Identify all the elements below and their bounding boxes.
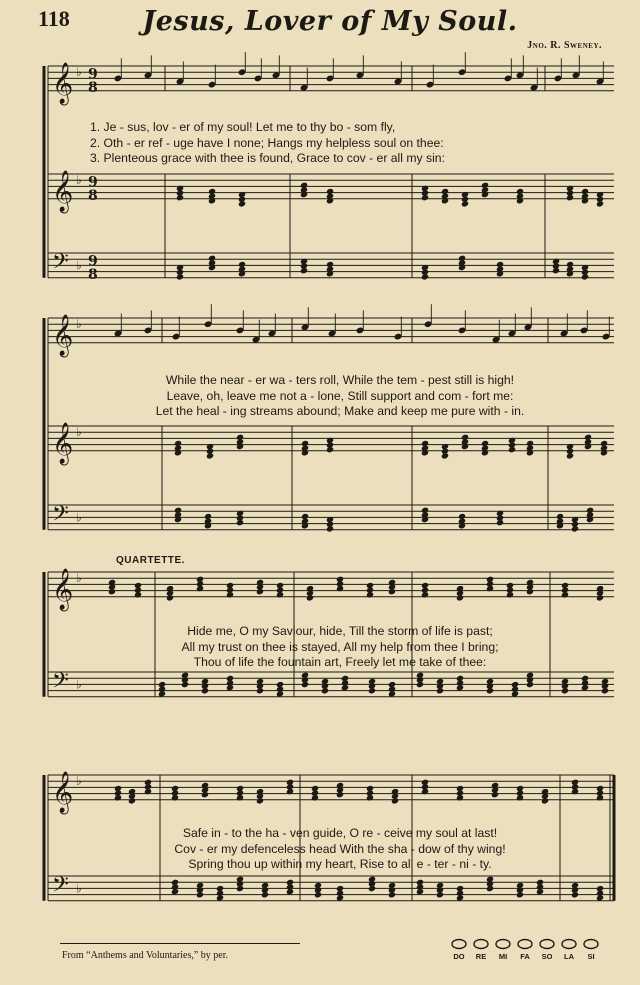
time-signature-numerator: 9 <box>88 174 98 191</box>
chord-note-head <box>391 797 399 804</box>
chord-note-head <box>486 885 494 892</box>
flat-icon: ♭ <box>76 510 82 525</box>
shape-note-icon <box>584 940 598 949</box>
chord-note-head <box>421 273 429 280</box>
time-signature-numerator: 9 <box>88 66 98 83</box>
solfege-so: SO <box>541 952 553 961</box>
chord-note-head <box>196 585 204 592</box>
chord-note-head <box>584 443 592 450</box>
lyric-line: All my trust on thee is stayed, All my help from thee I bring; <box>181 639 499 654</box>
chord-note-head <box>421 194 429 201</box>
chord-note-head <box>456 594 464 601</box>
chord-note-head <box>552 267 560 274</box>
page-number: 118 <box>38 6 70 31</box>
chord-note-head <box>366 591 374 598</box>
chord-note-head <box>226 591 234 598</box>
shape-note-icon <box>496 940 510 949</box>
chord-note-head <box>601 687 609 694</box>
lyrics-system-4 <box>80 826 600 873</box>
lyric-line: Spring thou up within my heart, Rise to all e - ter - ni - ty. <box>188 857 492 871</box>
footer-rule <box>60 943 300 944</box>
chord-note-head <box>526 449 534 456</box>
lyric-line: Hide me, O my Saviour, hide, Till the storm of life is past; <box>187 624 493 638</box>
chord-note-head <box>256 588 264 595</box>
chord-note-head <box>144 788 152 795</box>
time-signature-denominator: 8 <box>88 79 98 96</box>
bass-clef-icon: 𝄢 <box>52 872 69 903</box>
chord-note-head <box>171 794 179 801</box>
flat-icon: ♭ <box>76 677 82 692</box>
chord-note-head <box>236 885 244 892</box>
lyric-line: 2. Oth - er ref - uge have I none; Hangs my helpless soul on thee: <box>90 135 444 150</box>
flat-icon: ♭ <box>76 425 82 440</box>
chord-note-head <box>366 794 374 801</box>
chord-note-head <box>461 443 469 450</box>
solfege-fa: FA <box>520 952 530 961</box>
chord-note-head <box>314 891 322 898</box>
chord-note-head <box>311 794 319 801</box>
chord-note-head <box>526 588 534 595</box>
chord-note-head <box>301 449 309 456</box>
chord-note-head <box>176 273 184 280</box>
flat-icon: ♭ <box>76 65 82 80</box>
chord-note-head <box>581 197 589 204</box>
lyric-line: Thou of life the fountain art, Freely let me take of thee: <box>193 655 487 669</box>
chord-note-head <box>486 687 494 694</box>
chord-note-head <box>541 797 549 804</box>
chord-note-head <box>300 267 308 274</box>
lyrics-system-2 <box>80 373 600 420</box>
chord-note-head <box>416 681 424 688</box>
chord-note-head <box>486 585 494 592</box>
chord-note-head <box>508 446 516 453</box>
chord-note-head <box>581 273 589 280</box>
chord-note-head <box>336 791 344 798</box>
chord-note-head <box>421 449 429 456</box>
chord-note-head <box>256 687 264 694</box>
chord-note-head <box>491 791 499 798</box>
shape-note-icon <box>452 940 466 949</box>
chord-note-head <box>421 788 429 795</box>
chord-note-head <box>368 885 376 892</box>
chord-note-head <box>201 687 209 694</box>
chord-note-head <box>516 794 524 801</box>
chord-note-head <box>481 449 489 456</box>
chord-note-head <box>336 585 344 592</box>
chord-note-head <box>276 591 284 598</box>
chord-note-head <box>561 687 569 694</box>
treble-clef-icon: 𝄞 <box>52 170 74 212</box>
composer-credit: Jno. R. Sweney. <box>527 40 602 51</box>
solfege-si: SI <box>587 952 595 961</box>
chord-note-head <box>236 443 244 450</box>
chord-note-head <box>566 194 574 201</box>
shape-note-icon <box>518 940 532 949</box>
chord-note-head <box>114 794 122 801</box>
chord-note-head <box>596 200 604 207</box>
time-signature-numerator: 9 <box>88 253 98 270</box>
quartette-label: QUARTETTE. <box>116 555 185 566</box>
flat-icon: ♭ <box>76 258 82 273</box>
chord-note-head <box>436 687 444 694</box>
chord-note-head <box>128 797 136 804</box>
chord-note-head <box>306 594 314 601</box>
footer-credit: From “Anthems and Voluntaries,” by per. <box>62 950 228 961</box>
chord-note-head <box>196 891 204 898</box>
treble-clef-icon: 𝄞 <box>52 314 74 356</box>
lyric-line: 1. Je - sus, lov - er of my soul! Let me to thy bo - som fly, <box>90 120 396 134</box>
lyrics-system-3 <box>80 624 600 671</box>
shape-note-icon <box>540 940 554 949</box>
chord-note-head <box>261 891 269 898</box>
chord-note-head <box>208 197 216 204</box>
treble-clef-icon: 𝄞 <box>52 771 74 813</box>
shape-note-icons <box>448 936 608 952</box>
flat-icon: ♭ <box>76 881 82 896</box>
chord-note-head <box>526 681 534 688</box>
chord-note-head <box>596 594 604 601</box>
chord-note-head <box>300 191 308 198</box>
chord-note-head <box>506 591 514 598</box>
time-signature-denominator: 8 <box>88 187 98 204</box>
chord-note-head <box>321 687 329 694</box>
solfege-la: LA <box>564 952 574 961</box>
solfege-mi: MI <box>498 952 508 961</box>
treble-clef-icon: 𝄞 <box>52 422 74 464</box>
chord-note-head <box>174 449 182 456</box>
chord-note-head <box>496 519 504 526</box>
chord-note-head <box>368 687 376 694</box>
treble-clef-icon: 𝄞 <box>52 568 74 610</box>
shape-note-icon <box>562 940 576 949</box>
chord-note-head <box>388 891 396 898</box>
chord-note-head <box>301 681 309 688</box>
chord-note-head <box>516 891 524 898</box>
bass-clef-icon: 𝄢 <box>52 501 69 532</box>
time-signature-denominator: 8 <box>88 266 98 283</box>
lyric-line: While the near - er wa - ters roll, While the tem - pest still is high! <box>165 373 515 387</box>
chord-note-head <box>206 452 214 459</box>
chord-note-head <box>461 200 469 207</box>
chord-note-head <box>566 452 574 459</box>
chord-note-head <box>326 525 334 532</box>
chord-note-head <box>456 794 464 801</box>
chord-note-head <box>181 681 189 688</box>
bass-clef-icon: 𝄢 <box>52 249 69 280</box>
chord-note-head <box>286 788 294 795</box>
lyric-line: Cov - er my defenceless head With the sha - dow of thy wing! <box>174 841 506 856</box>
bass-clef-icon: 𝄢 <box>52 668 69 699</box>
chord-note-head <box>571 525 579 532</box>
lyric-line: 3. Plenteous grace with thee is found, Grace to cov - er all my sin: <box>90 151 445 165</box>
chord-note-head <box>571 788 579 795</box>
lyric-line: Leave, oh, leave me not a - lone, Still support and com - fort me: <box>166 388 514 403</box>
flat-icon: ♭ <box>76 774 82 789</box>
flat-icon: ♭ <box>76 317 82 332</box>
chord-note-head <box>436 891 444 898</box>
chord-note-head <box>108 588 116 595</box>
solfege-re: RE <box>475 952 487 961</box>
chord-note-head <box>600 449 608 456</box>
chord-note-head <box>516 197 524 204</box>
chord-note-head <box>388 588 396 595</box>
treble-clef-icon: 𝄞 <box>52 62 74 104</box>
lyric-line: Let the heal - ing streams abound; Make and keep me pure with - in. <box>155 404 525 418</box>
chord-note-head <box>326 197 334 204</box>
flat-icon: ♭ <box>76 571 82 586</box>
chord-note-head <box>134 591 142 598</box>
lyrics-system-1 <box>90 120 610 167</box>
chord-note-head <box>326 446 334 453</box>
chord-note-head <box>201 791 209 798</box>
chord-note-head <box>236 519 244 526</box>
flat-icon: ♭ <box>76 173 82 188</box>
chord-note-head <box>421 591 429 598</box>
chord-note-head <box>596 794 604 801</box>
shape-note-icon <box>474 940 488 949</box>
chord-note-head <box>481 191 489 198</box>
chord-note-head <box>236 794 244 801</box>
chord-note-head <box>176 194 184 201</box>
lyric-line: Safe in - to the ha - ven guide, O re - ceive my soul at last! <box>182 826 498 840</box>
solfege-key <box>448 936 608 966</box>
chord-note-head <box>561 591 569 598</box>
chord-note-head <box>256 797 264 804</box>
chord-note-head <box>166 594 174 601</box>
chord-note-head <box>571 891 579 898</box>
chord-note-head <box>441 452 449 459</box>
solfege-do: DO <box>453 952 465 961</box>
chord-note-head <box>441 197 449 204</box>
hymn-title: Jesus, Lover of My Soul. <box>142 6 518 37</box>
chord-note-head <box>238 200 246 207</box>
